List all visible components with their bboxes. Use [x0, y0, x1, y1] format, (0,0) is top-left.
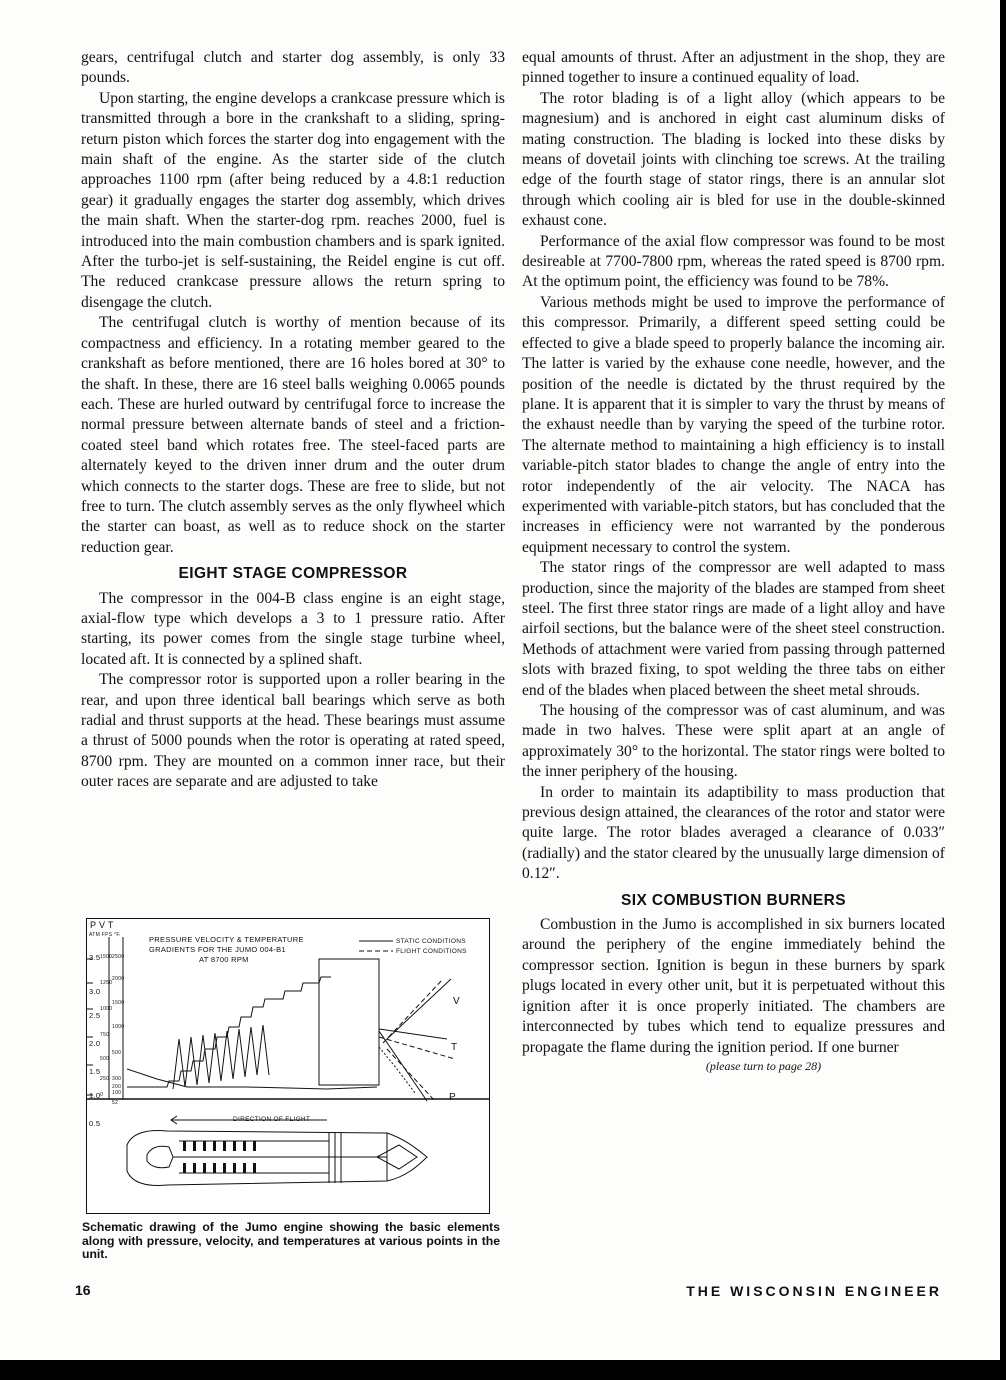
curve-label-p: P [449, 1092, 456, 1103]
body-paragraph: gears, centrifugal clutch and starter dog assembly, is only 33 pounds. [81, 49, 505, 87]
curve-label-v: V [453, 996, 460, 1007]
body-paragraph: The compressor rotor is supported upon a roller bearing in the rear, and upon three identical ball bearings which serve as both radial and thrust supports at the head. These bearings must assume a thrust of 5000 pounds when the rotor is operating at rated speed, 8700 rpm. They are mounted on a common inner race, but their outer races are separate and are adjusted to take [81, 671, 505, 791]
body-paragraph: The compressor in the 004-B class engine is an eight stage, axial-flow type which develops a 3 to 1 pressure ratio. After starting, its power comes from the single stage turbine wheel, located aft. It is connected by a splined shaft. [81, 589, 505, 668]
t-tick: 1000 [112, 1024, 125, 1030]
page-number: 16 [75, 1282, 91, 1298]
figure-caption: Schematic drawing of the Jumo engine showing the basic elements along with pressure, velocity, and temperatures at various points in the unit. [82, 1220, 500, 1262]
left-column [81, 48, 505, 793]
p-tick: 3.0 [89, 987, 101, 996]
journal-title: THE WISCONSIN ENGINEER [686, 1283, 942, 1299]
v-tick: 1500 [100, 954, 113, 960]
curve-label-t: T [451, 1042, 458, 1053]
body-paragraph: Performance of the axial flow compressor was found to be most desireable at 7700-7800 rpm, whereas the rated speed is 8700 rpm. At the optimum point, the efficiency was found to be 78%. [522, 232, 945, 291]
v-tick: 250 [100, 1076, 110, 1082]
t-tick: 100 [112, 1090, 122, 1096]
p-tick: 0.5 [89, 1119, 101, 1128]
p-tick: 1.5 [89, 1067, 101, 1076]
body-paragraph: Upon starting, the engine develops a crankcase pressure which is transmitted through a bore in the crankshaft to a sliding, spring-return piston which forces the starter dog into engagement with the main shaft of the engine. As the starter side of the clutch approaches 1100 rpm (after being reduced by a 4.8:1 reduction gear) it gradually engages the starter dog assembly, which drives the main shaft. When the starter-dog rpm. reaches 2000, fuel is introduced into the main combustion chambers and is spark ignited. After the turbo-jet is self-sustaining, the Reidel engine is cut off. The reduced crankcase pressure allows the return spring to disengage the clutch. [81, 89, 505, 311]
body-paragraph: The housing of the compressor was of cast aluminum, and was made in two halves. These were split apart at an angle of approximately 30° to the horizontal. The stator rings were bolted to the inner periphery of the housing. [522, 702, 945, 781]
figure-title: PRESSURE VELOCITY & TEMPERATURE [149, 935, 304, 944]
p-tick: 3.5 [89, 953, 101, 962]
v-tick: 1000 [100, 1006, 113, 1012]
v-tick: 750 [100, 1032, 110, 1038]
t-tick: 500 [112, 1050, 122, 1056]
axis-header: P V T [90, 920, 114, 930]
p-tick: 1.0 [89, 1091, 101, 1100]
figure-title: GRADIENTS FOR THE JUMO 004-B1 [149, 945, 286, 954]
section-heading: EIGHT STAGE COMPRESSOR [178, 565, 408, 583]
t-tick: 52 [112, 1100, 119, 1106]
v-tick: 1250 [100, 980, 113, 986]
right-column [522, 48, 945, 1074]
body-paragraph: Combustion in the Jumo is accomplished in six burners located around the periphery of the engine immediately behind the compressor section. Ignition is begun in these burners by spark plugs located in every other unit, but it is perpetuated without this ignition after it is once properly initiated. The chambers are interconnected by tubes which tend to equalize pressures and propagate the flame during the ignition period. If one burner [522, 916, 945, 1056]
body-paragraph: The stator rings of the compressor are well adapted to mass production, since the majority of the blades are stamped from sheet steel. The first three stator rings are made of a light alloy and have airfoil sections, but the balance were of the sheet steel construction. Methods of attachment were varied from passing through patterned slots with brazed fixing, to spot welding the three tabs on either end of the blades when placed between the sheet metal shrouds. [522, 559, 945, 699]
body-paragraph: The rotor blading is of a light alloy (which appears to be magnesium) and is anchored in eight cast aluminum disks of mating construction. The blading is locked into these disks by means of dovetail joints with clinching toe screws. At the trailing edge of the fourth stage of stator rings, there is an annular slot through which cooling air is bled for use in the double-skinned exhaust cone. [522, 89, 945, 230]
engine-schematic-figure [86, 918, 490, 1214]
v-tick: 500 [100, 1056, 110, 1062]
t-tick: 2500 [112, 954, 125, 960]
continued-note: (please turn to page 28) [705, 1058, 822, 1073]
body-paragraph: Various methods might be used to improve the performance of this compressor. Primarily, a different speed setting could be effected to give a blade speed to properly balance the incoming air. The latter is varied by the exhause cone needle, however, and the position of the needle is dictated by the thrust required by the plane. It is apparent that it is simpler to vary the thrust by means of the exhaust needle than by varying the speed of the turbine rotor. The alternate method to maintaining a high efficiency is to install variable-pitch stator blades to change the angle of entry into the rotor independently of the air velocity. The NACA has experimented with variable-pitch stators, but has concluded that the increases in efficiency were not warranted by the ponderous equipment necessary to control the system. [522, 293, 945, 556]
body-paragraph: In order to maintain its adaptibility to mass production that previous design attained, the clearances of the rotor and stator were quite large. The rotor blades averaged a clearance of 0.033″ (radially) and the stator cleared by the unusually large dimension of 0.12″. [522, 783, 945, 883]
v-tick: 0 [100, 1092, 104, 1098]
direction-of-flight-label: DIRECTION OF FLIGHT [233, 1116, 311, 1123]
figure-title: AT 8700 RPM [199, 955, 249, 964]
p-tick: 2.0 [89, 1039, 101, 1048]
body-paragraph: The centrifugal clutch is worthy of mention because of its compactness and efficiency. In a rotating member geared to the crankshaft as before mentioned, there are 16 holes bored at 30° to the shaft. In these, there are 16 steel balls weighing 0.0065 pounds each. These are hurled outward by centrifugal force to increase the normal pressure between alternate bands of steel and a friction-coated steel band which rotates free. The steel-faced parts are alternately keyed to the driven inner drum and the outer drum which connects to the starter dogs. These are free to slide, but not free to turn. The clutch assembly serves as the only flywheel which the starter can boast, as well as to reduce shock on the starter reduction gear. [81, 314, 505, 556]
axis-units: ATM FPS °F. [89, 932, 121, 938]
p-tick: 2.5 [89, 1011, 101, 1020]
t-tick: 1500 [112, 1000, 125, 1006]
section-heading: SIX COMBUSTION BURNERS [621, 891, 846, 909]
legend-static: STATIC CONDITIONS [396, 938, 466, 945]
t-tick: 200 [112, 1084, 122, 1090]
t-tick: 300 [112, 1076, 122, 1082]
body-paragraph: equal amounts of thrust. After an adjustment in the shop, they are pinned together to insure a continued equality of load. [522, 49, 945, 87]
legend-flight: FLIGHT CONDITIONS [396, 948, 467, 955]
t-tick: 2000 [112, 976, 125, 982]
schematic-drawing [87, 919, 489, 1213]
